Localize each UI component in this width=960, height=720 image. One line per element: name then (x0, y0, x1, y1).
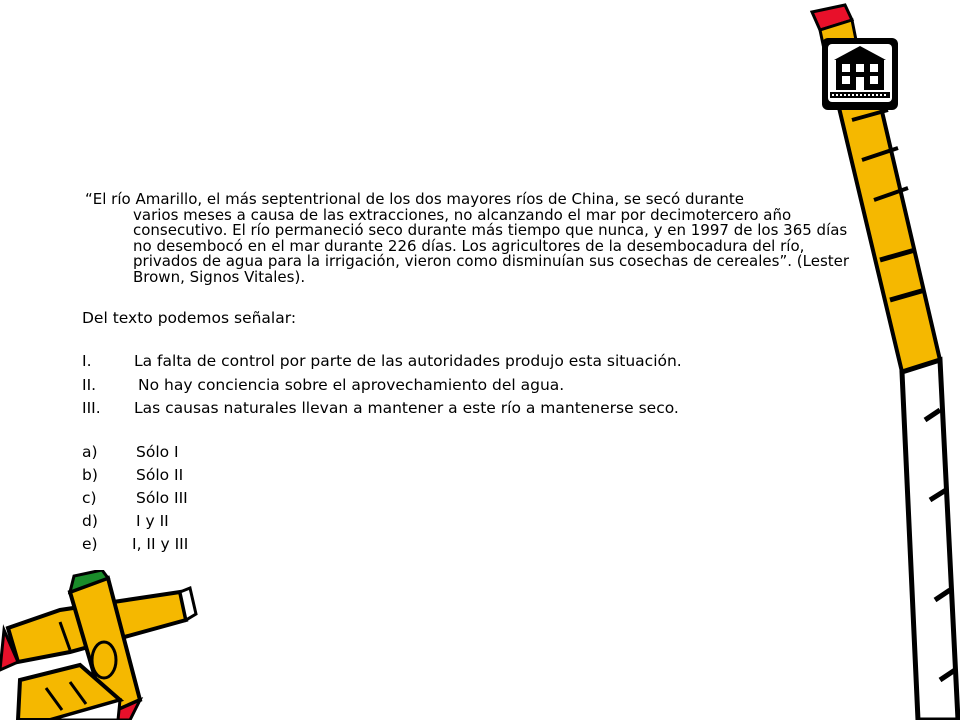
statement-i (82, 352, 682, 370)
option-letter: c) (82, 489, 97, 507)
statement-text: La falta de control por parte de las autoridades produjo esta situación. (134, 352, 682, 370)
statement-number: I. (82, 352, 92, 370)
statement-ii (82, 376, 564, 394)
statement-number: III. (82, 399, 101, 417)
statement-iii (82, 399, 679, 417)
quote-continuation: varios meses a causa de las extracciones, no alcanzando el mar por decimotercero año consecutivo. El río permaneció seco durante más tiempo que nunca, y en 1997 de los 365 días no desembocó en el mar durante 226 días. Los agricultores de la desembocadura del río, privados de agua para la irrigación, vieron como disminuían sus cosechas de cereales”. (Lester Brown, Signos Vitales). (133, 205, 850, 286)
quote-paragraph (85, 192, 865, 285)
crossed-pencils-icon (0, 570, 200, 720)
quote-first-line: “El río Amarillo, el más septentrional de los dos mayores ríos de China, se secó durante (85, 190, 744, 208)
lead-text: Del texto podemos señalar: (82, 309, 297, 327)
option-letter: a) (82, 443, 98, 461)
option-text: I y II (136, 512, 169, 530)
option-a (82, 443, 179, 461)
statement-text: No hay conciencia sobre el aprovechamiento del agua. (138, 376, 565, 394)
option-letter: d) (82, 512, 98, 530)
option-text: Sólo III (136, 489, 188, 507)
option-text: I, II y III (132, 535, 189, 553)
option-text: Sólo I (136, 443, 179, 461)
option-e (82, 535, 188, 553)
pencil-with-house-icon (790, 0, 960, 720)
option-b (82, 466, 183, 484)
option-letter: e) (82, 535, 98, 553)
option-c (82, 489, 188, 507)
option-letter: b) (82, 466, 98, 484)
statement-text: Las causas naturales llevan a mantener a este río a mantenerse seco. (134, 399, 679, 417)
option-d (82, 512, 169, 530)
option-text: Sólo II (136, 466, 184, 484)
statement-number: II. (82, 376, 97, 394)
